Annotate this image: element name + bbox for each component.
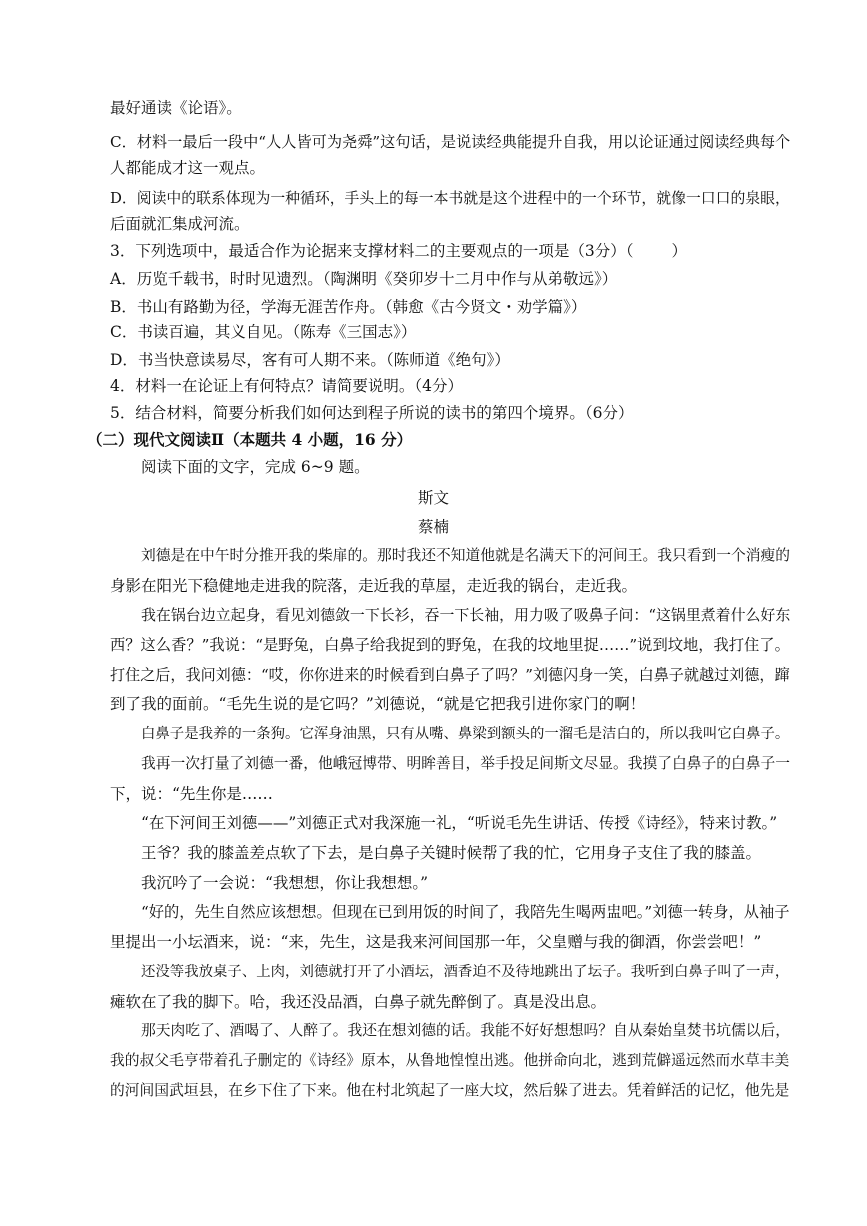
paragraph-9-line-1: 还没等我放桌子、上肉，刘德就打开了小酒坛，酒香迫不及待地跳出了坛子。我听到白鼻子叫了一声， — [141, 964, 790, 980]
paragraph-2-line-2: 西？这么香？”我说：“是野兔，白鼻子给我捉到的野兔，在我的坟地里捉……”说到坟地，我打住了。 — [110, 636, 790, 654]
question-3-stem-close: ） — [671, 242, 687, 260]
paragraph-10-line-1: 那天肉吃了、酒喝了、人醉了。我还在想刘德的话。我能不好好想想吗？自从秦始皇焚书坑儒以后， — [141, 1022, 790, 1039]
paragraph-2-line-1: 我在锅台边立起身，看见刘德敛一下长衫，吞一下长袖，用力吸了吸鼻子问：“这锅里煮着什么好东 — [141, 606, 791, 624]
question-4: 4．材料一在论证上有何特点？请简要说明。（4分） — [110, 377, 463, 395]
paragraph-6: 王爷？我的膝盖差点软了下去，是白鼻子关键时候帮了我的忙，它用身子支住了我的膝盖。 — [141, 844, 762, 862]
paragraph-5: “在下河间王刘德——”刘德正式对我深施一礼，“听说毛先生讲话、传授《诗经》，特来讨教。” — [141, 814, 778, 832]
paragraph-1-line-2: 身影在阳光下稳健地走进我的院落，走近我的草屋，走近我的锅台，走近我。 — [110, 577, 638, 595]
paragraph-8-line-2: 里提出一小坛酒来，说：“来，先生，这是我来河间国那一年，父皇赠与我的御酒，你尝尝吧！” — [110, 933, 762, 951]
paragraph-1-line-1: 刘德是在中午时分推开我的柴扉的。那时我还不知道他就是名满天下的河间王。我只看到一个消瘦的 — [141, 547, 790, 564]
paragraph-4-line-2: 下，说：“先生你是…… — [110, 785, 273, 803]
story-title: 斯文 — [417, 489, 449, 507]
option-b-continuation: 最好通读《论语》。 — [110, 99, 242, 117]
paragraph-10-line-2: 我的叔父毛亨带着孔子删定的《诗经》原本，从鲁地惶惶出逃。他拼命向北，逃到荒僻遥远然而水草丰美 — [110, 1052, 790, 1069]
section-heading: （二）现代文阅读Ⅱ（本题共 4 小题，16 分） — [87, 430, 413, 449]
question-3-option-b: B．书山有路勤为径，学海无涯苦作舟。（韩愈《古今贤文・劝学篇》） — [110, 298, 587, 316]
question-3-option-a: A．历览千载书，时时见遗烈。（陶渊明《癸卯岁十二月中作与从弟敬远》） — [110, 270, 618, 288]
paragraph-4-line-1: 我再一次打量了刘德一番，他峨冠博带、明眸善目，举手投足间斯文尽显。我摸了白鼻子的白鼻子一 — [141, 755, 790, 772]
paragraph-2-line-3: 打住之后，我问刘德：“哎，你你进来的时候看到白鼻子了吗？”刘德闪身一笑，白鼻子就越过刘德，蹿 — [110, 666, 790, 684]
paragraph-8-line-1: “好的，先生自然应该想想。但现在已到用饭的时间了，我陪先生喝两盅吧。”刘德一转身，从袖子 — [141, 903, 790, 921]
paragraph-2-line-4: 到了我的面前。“毛先生说的是它吗？”刘德说，“就是它把我引进你家门的啊！ — [110, 695, 646, 713]
question-3-option-d: D．书当快意读易尽，客有可人期不来。（陈师道《绝句》） — [110, 351, 510, 369]
paragraph-3: 白鼻子是我养的一条狗。它浑身油黑，只有从嘴、鼻梁到额头的一溜毛是洁白的，所以我叫它白鼻子。 — [141, 726, 790, 742]
question-3-option-c: C．书读百遍，其义自见。（陈寿《三国志》） — [110, 323, 417, 341]
option-c-line-1: C．材料一最后一段中“人人皆可为尧舜”这句话，是说读经典能提升自我，用以论证通过阅读经典每个 — [110, 133, 791, 151]
question-3-stem — [110, 241, 687, 261]
paragraph-7: 我沉吟了一会说：“我想想，你让我想想。” — [141, 874, 429, 892]
paragraph-9-line-2: 瘫软在了我的脚下。哈，我还没品酒，白鼻子就先醉倒了。真是没出息。 — [110, 993, 607, 1011]
option-d-line-2: 后面就汇集成河流。 — [110, 215, 250, 233]
question-5: 5．结合材料，简要分析我们如何达到程子所说的读书的第四个境界。（6分） — [110, 404, 634, 422]
question-3-stem-text: 3．下列选项中，最适合作为论据来支撑材料二的主要观点的一项是（3分）（ — [110, 242, 634, 260]
story-author: 蔡楠 — [417, 518, 449, 536]
option-d-line-1: D．阅读中的联系体现为一种循环，手头上的每一本书就是这个进程中的一个环节，就像一口口的泉眼， — [110, 189, 790, 207]
paragraph-10-line-3: 的河间国武垣县，在乡下住了下来。他在村北筑起了一座大坟，然后躲了进去。凭着鲜活的记忆，他先是 — [110, 1082, 790, 1099]
option-c-line-2: 人都能成才这一观点。 — [110, 159, 266, 177]
reading-instruction: 阅读下面的文字，完成 6~9 题。 — [141, 458, 370, 476]
